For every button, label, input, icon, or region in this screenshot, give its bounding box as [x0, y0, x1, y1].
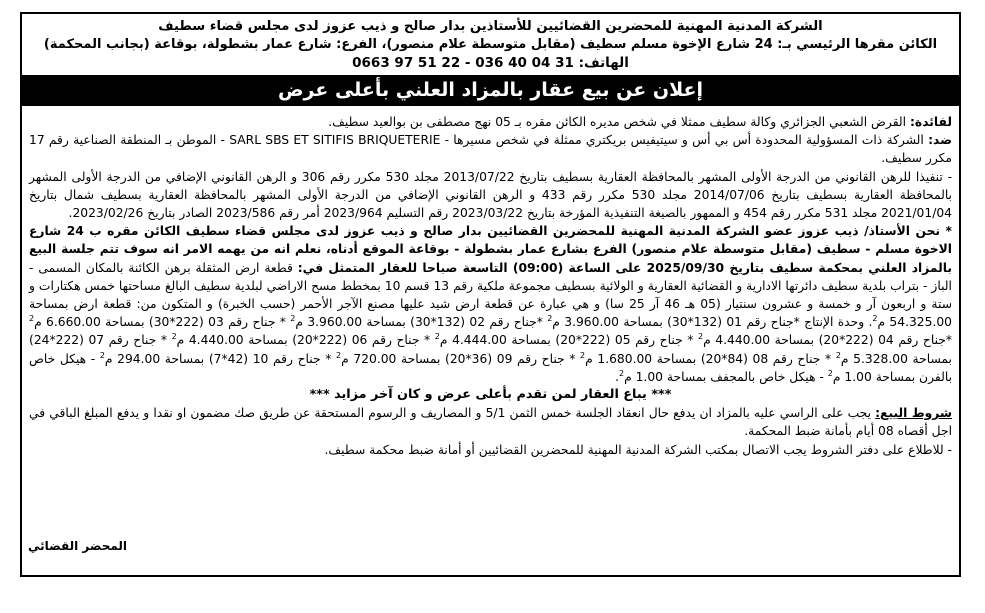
announcement-paragraph: * نحن الأستاذ/ ذيب عزوز عضو الشركة المدنية المهنية للمحضرين القضائيين بدار صالح و ذيب عزوز لدى مجلس قضاء سطيف الكائن مقره ب 24 شارع الاخوة مسلم - سطيف (مقابل متوسطة علام منصور) الفرع بشارع عمار بشطولة - بوقاعة الموقع أدناه، نعلم انه من يهمه الامر انه سوف تتم جلسة البيع بالمزاد العلني بمحكمة سطيف بتاريخ 2025/09/30 على الساعة (09:00) التاسعة صباحا للعقار المتمثل في: قطعة ارض المثقلة برهن الكائنة بالمكان المسمى - الباز - بتراب بلدية سطيف دائرتها الادارية و القضائية العقارية و الولائية بسطيف مجموعة ملكية رقم 13 قسم 10 بمخطط مسح الاراضي لبلدية سطيف البالغ مساحتها خمس هكتارات و ستة و اربعون آر و خمسة و عشرون سنتيار (05 هـ 46 آر 25 سا) و هي عبارة عن قطعة ارض شيد عليها مصنع الآجر الأحمر (حسب الخبرة) و المتكون من: قطعة ارض بمساحة 54.325.00 م$^2$. وحدة الإنتاج *جناح رقم 01 (132*30) بمساحة 3.960.00 م$^2$ *جناح رقم 02 (132*30) بمساحة 3.960.00 م$^2$ * جناح رقم 03 (222*30) بمساحة 6.660.00 م$^2$ *جناح رقم 04 (222*20) بمساحة 4.440.00 م$^2$ * جناح رقم 05 (222*20) بمساحة 4.444.00 م$^2$ * جناح رقم 06 (222*20) بمساحة 4.440.00 م$^2$ * جناح رقم 07 (222*24) بمساحة 5.328.00 م$^2$ * جناح رقم 08 (84*20) بمساحة 1.680.00 م$^2$ * جناح رقم 09 (36*20) بمساحة 720.00 م$^2$ * جناح رقم 10 (42*7) بمساحة 294.00 م$^2$ - هيكل خاص بالفرن بمساحة 1.00 م$^2$ - هيكل خاص بالمجفف بمساحة 1.00 م$^2$. [29, 224, 953, 384]
beneficiary-paragraph [29, 113, 952, 131]
production-text: . وحدة الإنتاج *جناح رقم 01 (132*30) بمساحة 3.960.00 م [552, 315, 873, 330]
notice-title: إعلان عن بيع عقار بالمزاد العلني بأعلى عرض [22, 75, 959, 106]
bailiff-signature: المحضر القضائي [28, 539, 128, 553]
wing-item: * جناح رقم 05 (222*20) بمساحة 4.444.00 م [439, 333, 698, 348]
debtor-text: الشركة ذات المسؤولية المحدودة أس بي أس و سيتيفيس بريكتري ممثلة في شخص مسيرها - SARL SBS ET SITIFIS BRIQUETERIE - الموطن بـ المنطقة الصناعية رقم 17 مكرر سطيف. [29, 133, 952, 166]
sup-wing-07: 2 [835, 350, 841, 360]
sup-wing-09: 2 [336, 350, 342, 360]
sup-land: 2 [872, 314, 878, 324]
debtor-paragraph [29, 131, 952, 167]
wing-item: * جناح رقم 09 (36*20) بمساحة 720.00 م [341, 351, 581, 366]
sup-wing-01: 2 [547, 314, 553, 324]
conditions-text: يجب على الراسي عليه بالمزاد ان يدفع حال انعقاد الجلسة خمس الثمن 5/1 و المصاريف و الرسوم المستحقة عن طريق صك مضمون او نقدا و يدفع المبلغ الباقي في اجل أقصاه 08 أيام بأمانة ضبط المحكمة. [29, 406, 952, 439]
auction-notice [20, 12, 961, 577]
info-paragraph: - للاطلاع على دفتر الشروط يجب الاتصال بمكتب الشركة المدنية المهنية للمحضرين القضائيين أو أمانة ضبط محكمة سطيف. [324, 442, 952, 457]
sale-line: *** يباع العقار لمن تقدم بأعلى عرض و كان آخر مزايد *** [309, 387, 672, 403]
company-name: الشركة المدنية المهنية للمحضرين القضائيين للأستاذين بدار صالح و ذيب عزوز لدى مجلس قضاء سطيف [158, 19, 823, 34]
execution-paragraph: - تنفيذا للرهن القانوني من الدرجة الأولى المشهر بالمحافظة العقارية بسطيف بتاريخ 2013/07/22 مجلد 530 مكرر رقم 306 و الرهن القانوني الإضافي من الدرجة الأولى المشهر بالمحافظة العقارية بسطيف بتاريخ 2014/07/06 مجلد 530 مكرر رقم 433 و الرهن القانوني الإضافي من الدرجة الأولى المشهر بالمحافظة العقارية بسطيف شمال بتاريخ 2021/01/04 مجلد 531 مكرر رقم 454 و الممهور بالصيغة التنفيذية المؤرخة بتاريخ 2023/03/22 رقم التسليم 2023/964 أمر رقم 2023/586 الصادر بتاريخ 2023/02/26. [29, 169, 953, 221]
announcement-text: * نحن الأستاذ/ ذيب عزوز عضو الشركة المدنية المهنية للمحضرين القضائيين بدار صالح و ذيب عزوز لدى مجلس قضاء سطيف الكائن مقره ب 24 شارع الاخوة مسلم - سطيف (مقابل متوسطة علام منصور) الفرع بشارع عمار بشطولة - بوقاعة الموقع أدناه، نعلم انه من يهمه الامر انه سوف تتم جلسة البيع بالمزاد العلني بمحكمة سطيف بتاريخ 2025/09/30 على الساعة (09:00) التاسعة صباحا للعقار المتمثل في: [29, 224, 952, 275]
notice-header [22, 14, 959, 72]
debtor-label: ضد: [928, 133, 952, 148]
sup-oven: 2 [827, 368, 833, 378]
wing-item: - هيكل خاص بالمجفف بمساحة 1.00 م [624, 369, 828, 384]
wing-item: * جناح رقم 07 (222*24) بمساحة 5.328.00 م [29, 333, 952, 366]
beneficiary-text: القرض الشعبي الجزائري وكالة سطيف ممثلا في شخص مديره الكائن مقره بـ 05 نهج مصطفى بن بوالعيد سطيف. [328, 115, 907, 129]
conditions-label: شروط البيع: [875, 406, 952, 421]
wing-item: *جناح رقم 04 (222*20) بمساحة 4.440.00 م [703, 333, 953, 348]
conditions-paragraph [29, 404, 952, 440]
sup-wing-08: 2 [580, 350, 586, 360]
wing-item: - هيكل خاص بالفرن بمساحة 1.00 م [29, 351, 952, 384]
company-address: الكائن مقرها الرئيسي بـ: 24 شارع الإخوة مسلم سطيف (مقابل متوسطة علام منصور)، الفرع: شارع عمار بشطولة، بوقاعة (بجانب المحكمة) [43, 37, 938, 52]
sup-wing-06: 2 [171, 332, 177, 342]
company-phone: الهاتف: 31 04 40 036 - 22 51 97 0663 [352, 55, 629, 71]
wing-item: * جناح رقم 03 (222*30) بمساحة 6.660.00 م [34, 315, 291, 330]
beneficiary-label: لفائدة: [910, 115, 952, 129]
sup-wing-03: 2 [29, 314, 35, 324]
sup-wing-02: 2 [290, 314, 296, 324]
sup-wing-04: 2 [697, 332, 704, 342]
wing-item: * جناح رقم 10 (42*7) بمساحة 294.00 م [104, 351, 337, 366]
sup-wing-10: 2 [99, 350, 105, 360]
property-text: قطعة ارض المثقلة برهن الكائنة بالمكان المسمى - الباز - بتراب بلدية سطيف دائرتها الادارية و القضائية العقارية و الولائية بسطيف مجموعة ملكية رقم 13 قسم 10 بمخطط مسح الاراضي لبلدية سطيف البالغ مساحتها خمس هكتارات و ستة و اربعون آر و خمسة و عشرون سنتيار (05 هـ 46 آر 25 سا) و هي عبارة عن قطعة ارض شيد عليها مصنع الآجر الأحمر (حسب الخبرة) و المتكون من: قطعة ارض بمساحة 54.325.00 م [29, 260, 953, 330]
wing-item: * جناح رقم 06 (222*20) بمساحة 4.440.00 م [176, 333, 435, 348]
notice-body [22, 109, 959, 459]
wing-item: *جناح رقم 02 (132*30) بمساحة 3.960.00 م [295, 315, 548, 330]
sup-dryer: 2 [618, 368, 625, 378]
wing-item: * جناح رقم 08 (84*20) بمساحة 1.680.00 م [585, 351, 836, 366]
sup-wing-05: 2 [434, 332, 440, 342]
